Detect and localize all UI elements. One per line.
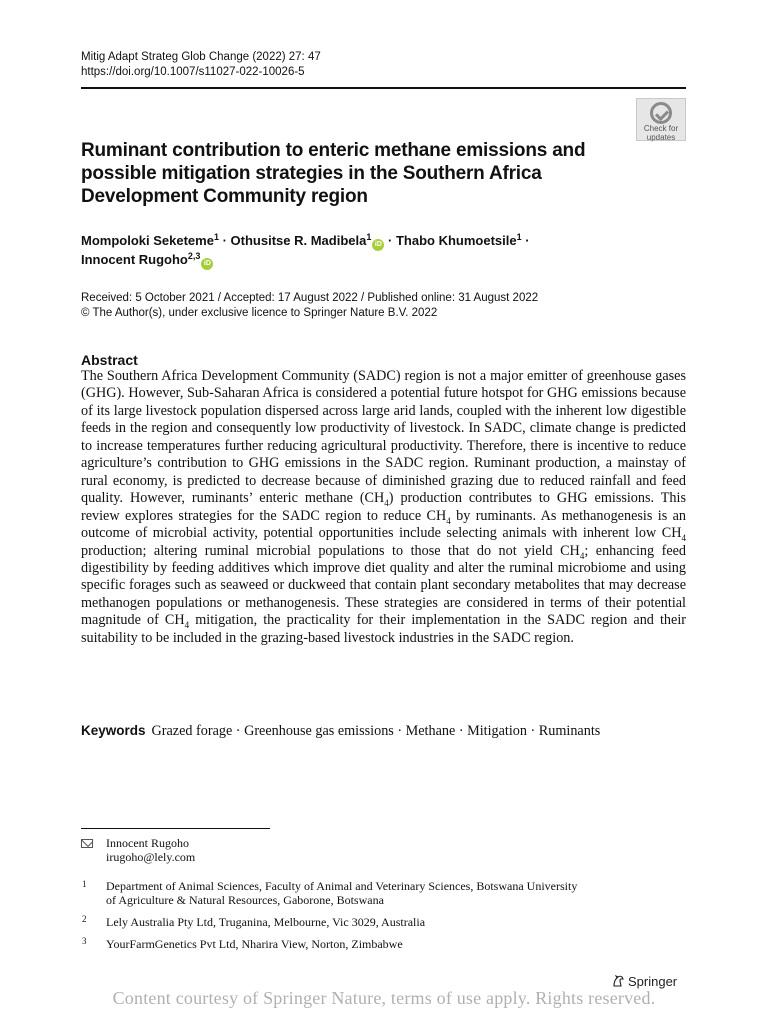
- copyright-line: © The Author(s), under exclusive licence to Springer Nature B.V. 2022: [81, 307, 438, 319]
- author-separator: ·: [388, 233, 393, 248]
- journal-citation: Mitig Adapt Strateg Glob Change (2022) 27: 47: [81, 51, 321, 63]
- keywords-label: Keywords: [81, 723, 146, 738]
- footnote-rule: [81, 828, 270, 829]
- affiliation-number: 2: [82, 914, 87, 924]
- abstract-heading: Abstract: [81, 352, 138, 368]
- affiliation-ref: 1: [516, 232, 522, 242]
- affiliation-ref: 2,3: [187, 251, 201, 261]
- badge-line-1: Check for: [643, 124, 679, 133]
- author-separator: ·: [525, 233, 530, 248]
- history-dates: Received: 5 October 2021 / Accepted: 17 August 2022 / Published online: 31 August 2022: [81, 292, 539, 304]
- springer-horse-icon: [611, 974, 625, 988]
- affiliation-1: Department of Animal Sciences, Faculty of Animal and Veterinary Sciences, Botswana University of Agriculture & Natural Resources, Gaborone, Botswana: [106, 879, 578, 907]
- author-name[interactable]: Thabo Khumoetsile: [395, 233, 517, 248]
- affiliation-2: Lely Australia Pty Ltd, Truganina, Melbourne, Vic 3029, Australia: [106, 915, 426, 929]
- orcid-icon[interactable]: iD: [372, 239, 384, 251]
- orcid-icon[interactable]: iD: [201, 258, 213, 270]
- publisher-name: Springer: [628, 974, 678, 989]
- corresponding-author: [106, 836, 195, 864]
- affiliation-ref: 1: [213, 232, 219, 242]
- header-rule: [81, 87, 686, 89]
- author-name[interactable]: Mompoloki Seketeme: [81, 233, 214, 248]
- article-title: Ruminant contribution to enteric methane emissions and possible mitigation strategies in the Southern Africa Development Community region: [81, 140, 586, 207]
- author-list: [81, 232, 686, 270]
- watermark-notice: Content courtesy of Springer Nature, terms of use apply. Rights reserved.: [112, 988, 656, 1008]
- journal-header: [81, 50, 321, 80]
- keywords-list: Grazed forage · Greenhouse gas emissions · Methane · Mitigation · Ruminants: [151, 723, 601, 739]
- author-separator: ·: [222, 233, 227, 248]
- author-name[interactable]: Othusitse R. Madibela: [230, 233, 367, 248]
- check-for-updates-badge[interactable]: [636, 98, 686, 141]
- author-name[interactable]: Innocent Rugoho: [81, 252, 188, 267]
- check-for-updates-icon: [650, 102, 672, 124]
- envelope-icon: [81, 839, 93, 848]
- abstract-body: The Southern Africa Development Community (SADC) region is not a major emitter of greenhouse gases (GHG). However, Sub-Saharan Africa is considered a potential future hotspot for GHG emissions because of its large livestock population dispersed across large arid lands, coupled with the inherent low digestible feeds in the region and consequently low productivity of livestock. In SADC, climate change is predicted to increase temperatures further reducing agricultural productivity. Therefore, there is incentive to reduce agriculture’s contribution to GHG emissions in the SADC region. Ruminant production, a mainstay of rural economy, is predicted to decrease because of diminished grazing due to reduced rainfall and feed quality. However, ruminants’ enteric methane $(CH_4)$ production contributes to GHG emissions. This review explores strategies for the SADC region to reduce $CH_4$ by ruminants. As methanogenesis is an outcome of microbial activity, potential opportunities include selecting animals with inherent low $CH_4$ production; altering ruminal microbial populations to those that do not yield $CH_4$; enhancing feed digestibility by feeding additives which improve diet quality and alter the ruminal microbiome and using specific forages such as seaweed or duckweed that contain plant secondary metabolites that may decrease methanogen populations or methanogenesis. These strategies are considered in terms of their potential magnitude of $CH_4$ mitigation, the practicality for their implementation in the SADC region and their suitability to be included in the grazing-based livestock industries in the SADC region.: [81, 368, 687, 646]
- publisher-logo: [611, 974, 677, 989]
- publication-dates: [81, 291, 538, 321]
- corresponding-name: Innocent Rugoho: [106, 836, 189, 850]
- affiliation-number: 3: [82, 936, 87, 946]
- affiliation-number: 1: [82, 879, 87, 889]
- badge-line-2: updates: [646, 132, 676, 142]
- doi-link[interactable]: https://doi.org/10.1007/s11027-022-10026-5: [81, 66, 305, 78]
- corresponding-email[interactable]: irugoho@lely.com: [106, 850, 196, 864]
- keywords-line: [81, 723, 600, 740]
- affiliation-3: YourFarmGenetics Pvt Ltd, Nharira View, Norton, Zimbabwe: [106, 937, 403, 951]
- affiliation-ref: 1: [366, 232, 372, 242]
